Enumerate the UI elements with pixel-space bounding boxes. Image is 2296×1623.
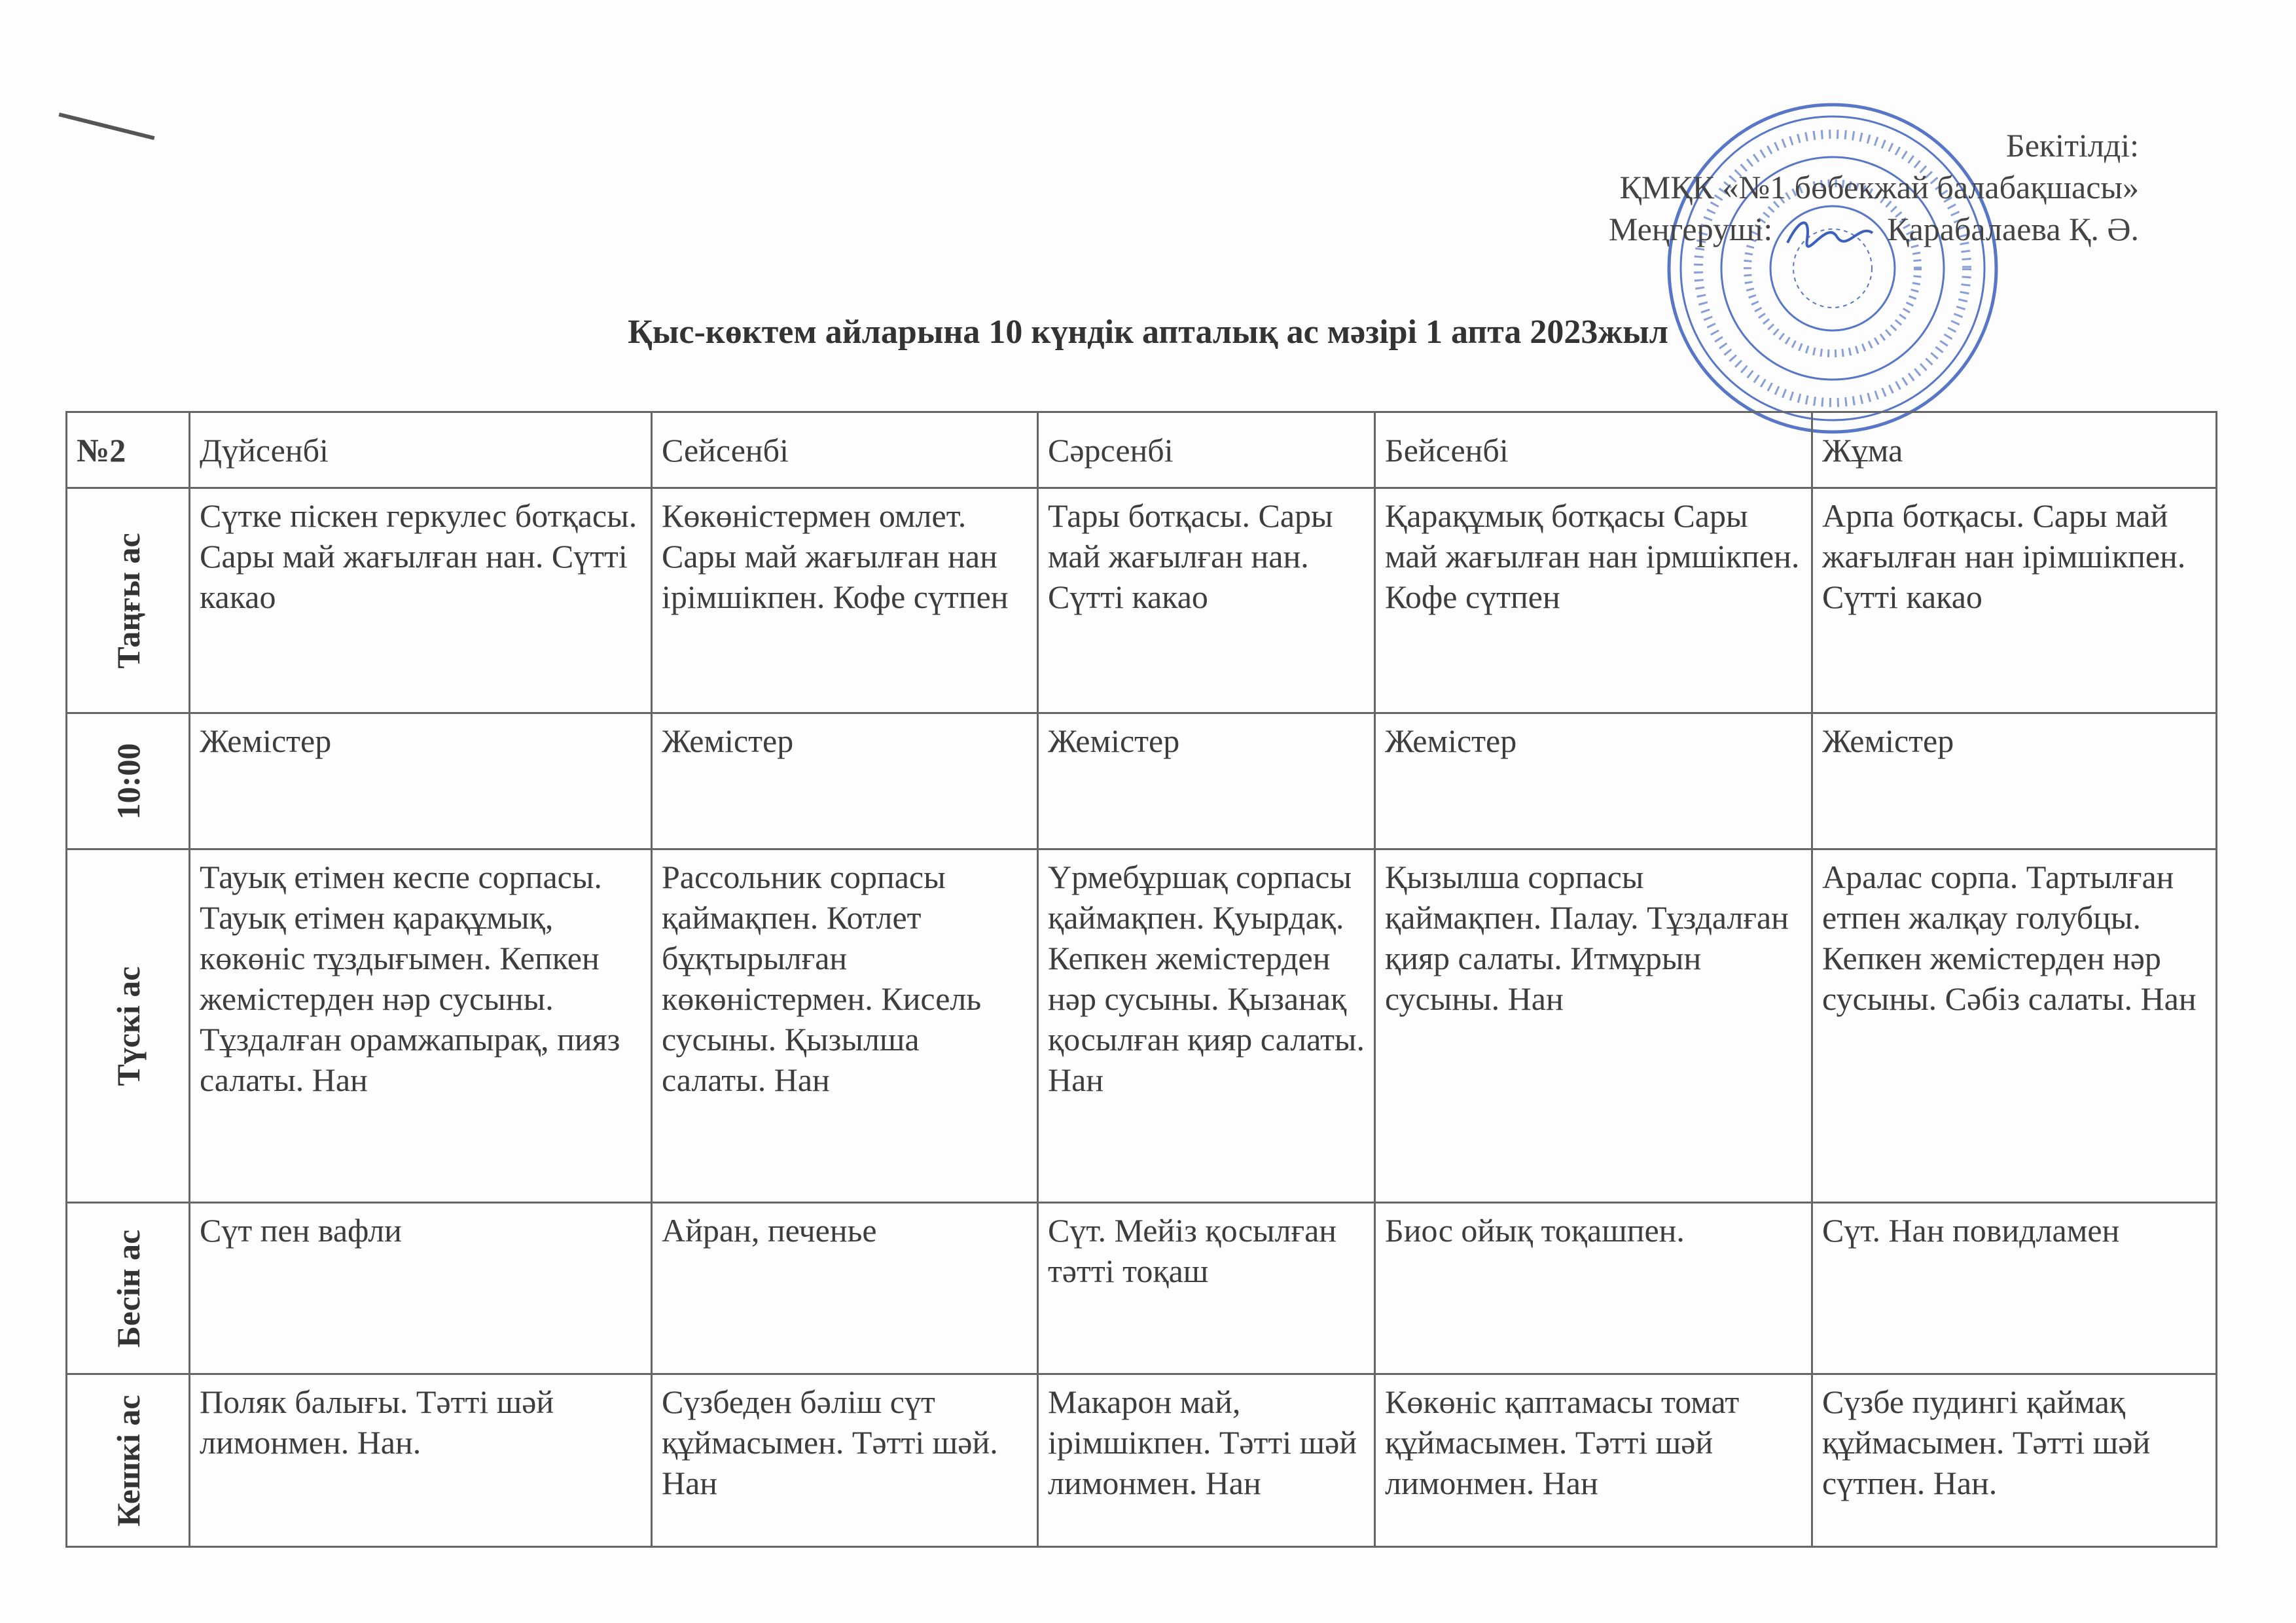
menu-cell: Сүтке піскен геркулес ботқасы. Сары май жағылған нан. Сүтті какао: [190, 488, 652, 713]
table-row: [67, 713, 2217, 849]
menu-cell: Көкөніс қаптамасы томат құймасымен. Тәтті шәй лимонмен. Нан: [1375, 1374, 1812, 1547]
menu-cell: Сүт пен вафли: [190, 1203, 652, 1374]
table-corner: №2: [67, 412, 190, 488]
menu-cell: Аралас сорпа. Тартылған етпен жалқау голубцы. Кепкен жемістерден нәр сусыны. Сәбіз салаты. Нан: [1812, 849, 2217, 1203]
menu-cell: Тары ботқасы. Сары май жағылған нан. Сүтті какао: [1038, 488, 1375, 713]
page-title: Қыс-көктем айларына 10 күндік апталық ас мәзірі 1 апта 2023жыл: [628, 313, 1668, 351]
menu-cell: Биос ойық тоқашпен.: [1375, 1203, 1812, 1374]
menu-cell: Қарақұмық ботқасы Сары май жағылған нан ірмшікпен. Кофе сүтпен: [1375, 488, 1812, 713]
menu-cell: Жемістер: [190, 713, 652, 849]
menu-cell: Рассольник сорпасы қаймақпен. Котлет бұқтырылған көкөністермен. Кисель сусыны. Қызылша салаты. Нан: [652, 849, 1038, 1203]
meal-label: Таңғы ас: [67, 488, 190, 713]
day-header: Жұма: [1812, 412, 2217, 488]
approval-organization: ҚМҚК «№1 бөбекжай балабақшасы»: [1619, 169, 2139, 205]
table-header-row: [67, 412, 2217, 488]
table-row: [67, 1203, 2217, 1374]
menu-cell: Сүзбе пудингі қаймақ құймасымен. Тәтті шәй сүтпен. Нан.: [1812, 1374, 2217, 1547]
menu-cell: Поляк балығы. Тәтті шәй лимонмен. Нан.: [190, 1374, 652, 1547]
menu-cell: Арпа ботқасы. Сары май жағылған нан ірімшікпен. Сүтті какао: [1812, 488, 2217, 713]
table-row: [67, 1374, 2217, 1547]
meal-label: Бесін ас: [67, 1203, 190, 1374]
approval-name: Қарабалаева Қ. Ә.: [1887, 211, 2139, 247]
menu-cell: Сүт. Нан повидламен: [1812, 1203, 2217, 1374]
approval-heading: Бекітілді:: [2005, 127, 2139, 164]
menu-cell: Жемістер: [1812, 713, 2217, 849]
approval-position: Меңгеруші:: [1608, 211, 1773, 247]
menu-cell: Көкөністермен омлет. Сары май жағылған нан ірімшікпен. Кофе сүтпен: [652, 488, 1038, 713]
table-row: [67, 488, 2217, 713]
day-header: Дүйсенбі: [190, 412, 652, 488]
menu-cell: Сүт. Мейіз қосылған тәтті тоқаш: [1038, 1203, 1375, 1374]
menu-cell: Жемістер: [1038, 713, 1375, 849]
scan-artifact-line: [59, 113, 155, 140]
day-header: Бейсенбі: [1375, 412, 1812, 488]
day-header: Сейсенбі: [652, 412, 1038, 488]
menu-table: [65, 411, 2217, 1548]
approval-signature-line: [1609, 208, 2139, 253]
table-row: [67, 849, 2217, 1203]
menu-cell: Макарон май, ірімшікпен. Тәтті шәй лимонмен. Нан: [1038, 1374, 1375, 1547]
menu-cell: Айран, печенье: [652, 1203, 1038, 1374]
menu-cell: Тауық етімен кеспе сорпасы. Тауық етімен қарақұмық, көкөніс тұздығымен. Кепкен жемістерден нәр сусыны. Тұздалған орамжапырақ, пияз салаты. Нан: [190, 849, 652, 1203]
menu-cell: Жемістер: [652, 713, 1038, 849]
menu-cell: Сүзбеден бәліш сүт құймасымен. Тәтті шәй. Нан: [652, 1374, 1038, 1547]
meal-label: Түскі ас: [67, 849, 190, 1203]
menu-cell: Жемістер: [1375, 713, 1812, 849]
meal-label: 10:00: [67, 713, 190, 849]
day-header: Сәрсенбі: [1038, 412, 1375, 488]
menu-cell: Үрмебұршақ сорпасы қаймақпен. Қуырдақ. Кепкен жемістерден нәр сусыны. Қызанақ қосылған қияр салаты. Нан: [1038, 849, 1375, 1203]
handwritten-signature: [1781, 213, 1879, 253]
menu-cell: Қызылша сорпасы қаймақпен. Палау. Тұздалған қияр салаты. Итмұрын сусыны. Нан: [1375, 849, 1812, 1203]
approval-block: [1609, 124, 2139, 253]
meal-label: Кешкі ас: [67, 1374, 190, 1547]
